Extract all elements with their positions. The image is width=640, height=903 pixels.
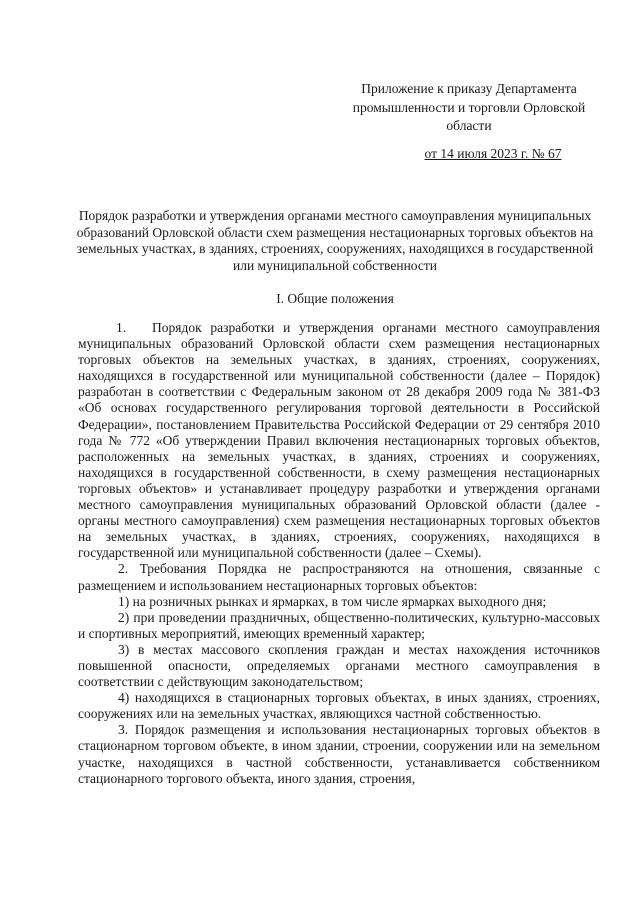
paragraph-1-text: Порядок разработки и утверждения органами местного самоуправления муниципальных образований Орловской области схем размещения нестационарных торговых объектов на земельных участках, в зданиях, строениях, сооружениях, находящихся в государственной или муниципальной собственности (далее – Порядок) разработан в соответствии с Федеральным законом от 28 декабря 2009 года № 381-ФЗ «Об основах государственного регулирования торговой деятельности в Российской Федерации», постановлением Правительства Российской Федерации от 29 сентября 2010 года № 772 «Об утверждении Правил включения нестационарных торговых объектов, расположенных на земельных участках, в зданиях, строениях и сооружениях, находящихся в государственной собственности, в схему размещения нестационарных торговых объектов» и устанавливает процедуру разработки и утверждения органами местного самоуправления муниципальных образований Орловской области (далее - органы местного самоуправления) схем размещения нестационарных торговых объектов на земельных участках, в зданиях, строениях, сооружениях, находящихся в государственной или муниципальной собственности (далее – Схемы). [78, 320, 600, 561]
document-body [78, 320, 600, 787]
paragraph-2-item-4: 4) находящихся в стационарных торговых объектах, в иных зданиях, строениях, сооружениях или на земельных участках, являющихся частной собственностью. [78, 690, 600, 722]
paragraph-2-item-1: 1) на розничных рынках и ярмарках, в том числе ярмарках выходного дня; [118, 593, 547, 609]
appendix-line-3: области [446, 118, 492, 133]
order-reference [388, 145, 598, 163]
section-heading: I. Общие положения [276, 291, 394, 306]
order-number: 67 [544, 146, 562, 161]
order-number-sign: № [531, 146, 545, 161]
appendix-header [338, 80, 600, 136]
paragraph-1 [78, 320, 600, 561]
paragraph-3: 3. Порядок размещения и использования нестационарных торговых объектов в стационарном торговом объекте, в ином здании, строении, сооружении или на земельном участке, находящихся в частной собственности, устанавливается собственником стационарного торгового объекта, иного здания, строения, [78, 722, 600, 786]
paragraph-1-number: 1. [116, 320, 127, 335]
order-date: 14 июля 2023 г. [437, 146, 532, 161]
paragraph-2: 2. Требования Порядка не распространяются на отношения, связанные с размещением и использованием нестационарных торговых объектов: [78, 561, 600, 593]
order-prefix: от [424, 146, 438, 161]
paragraph-2-item-3: 3) в местах массового скопления граждан и местах нахождения источников повышенной опасности, определяемых органами местного самоуправления в соответствии с действующим законодательством; [78, 641, 600, 690]
paragraph-2-item-2: 2) при проведении праздничных, общественно-политических, культурно-массовых и спортивных мероприятий, имеющих временный характер; [78, 609, 600, 641]
document-title: Порядок разработки и утверждения органами местного самоуправления муниципальных образований Орловской области схем размещения нестационарных торговых объектов на земельных участках, в зданиях, строениях, сооружениях, находящихся в государственной или муниципальной собственности [76, 208, 594, 273]
appendix-line-1: Приложение к приказу Департамента [361, 81, 577, 96]
appendix-line-2: промышленности и торговли Орловской [352, 99, 586, 115]
